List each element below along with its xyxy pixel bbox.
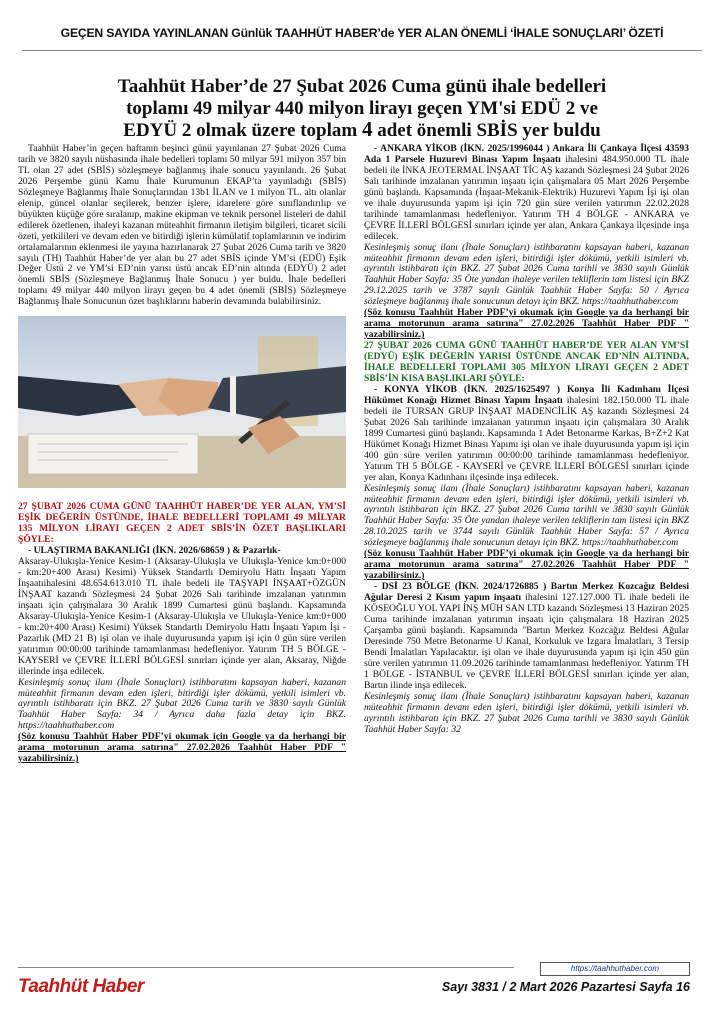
headline-line-2: toplamı 49 milyar 440 milyon lirayı geçen YM'si EDÜ 2 ve <box>126 97 598 119</box>
item1-head: - ULAŞTIRMA BAKANLIĞI (İKN. 2026/68659 ) & Pazarlık- <box>28 545 281 557</box>
item3-paragraph <box>364 385 689 484</box>
section2-heading: 27 ŞUBAT 2026 CUMA GÜNÜ TAAHHÜT HABER’DE YER ALAN YM’Sİ (EDYÜ) EŞİK DEĞERİN YARISI ÜSTÜNDE ANCAK ED’NİN ALTINDA, İHALE BEDELLERİ TOPLAMI 305 MİLYON LİRAYI GEÇEN 2 ADET SBİS’İN KISA BAŞLIKLARI ŞÖYLE: <box>364 340 689 385</box>
headline-count: 4 <box>361 117 373 141</box>
item4-paragraph <box>364 582 689 692</box>
issue-info: Sayı 3831 / 2 Mart 2026 Pazartesi Sayfa 16 <box>441 980 690 994</box>
item1-pdf-note: (Söz konusu Taahhüt Haber PDF’yi okumak için Google ya da herhangi bir arama motorunun arama satırına" 27.02.2026 Taahhüt Haber PDF " yazabilirsiniz.) <box>18 731 346 765</box>
item2-italic: Kesinleşmiş sonuç ilanı (İhale Sonuçları) istihbaratını kapsayan haberi, kazanan müteahhit firmanın devam eden işleri, bitirdiği işler dökümü, yetkili isimleri vb. ayrıntılı istihbaratı için BKZ. 27 Şubat 2026 Cuma tarihli ve 3830 sayılı Günlük Taahhüt Haber Sayfa: 35 Öte yandan ihaleye verilen tekliflerin tam listesi için BKZ 29.12.2025 tarih ve 3787 sayılı Günlük Taahhüt Haber Sayfa: 50 / Ayrıca sözleşmeye bağlanmış ihale sonucunun detayı için BKZ. https://taahhuthaber.com <box>364 241 689 308</box>
item4-italic: Kesinleşmiş sonuç ilanı (İhale Sonuçları) istihbaratını kapsayan haberi, kazanan müteahhit firmanın devam eden işleri, bitirdiği işler dökümü, yetkili isimleri vb. ayrıntılı istihbaratı için BKZ. 27 Şubat 2026 Cuma tarihli ve 3830 sayılı Günlük Taahhüt Haber Sayfa: 32 <box>364 690 689 735</box>
headline-line-3 <box>60 119 664 142</box>
item4-head: - DSİ 23 BÖLGE (İKN. 2024/1726885 ) Bartın Merkez Kozcağız Beldesi Ağular Deresi 2 Kısım yapım inşaatı <box>364 581 689 604</box>
headline-line-1: Taahhüt Haber’de 27 Şubat 2026 Cuma günü ihale bedelleri <box>117 76 607 97</box>
item1-italic: Kesinleşmiş sonuç ilanı (İhale Sonuçları) istihbaratını kapsayan haberi, kazanan müteahhit firmanın devam eden işleri, bitirdiği işler dökümü, yetkili isimleri vb. ayrıntılı istihbaratı için BKZ. 27 Şubat 2026 Cuma tarih ve 3830 sayılı Günlük Taahhüt Haber Sayfa: 34 / Ayrıca daha fazla detay için BKZ. https://taahhuthaber.com <box>18 676 346 732</box>
intro-paragraph: Taahhüt Haber’in geçen haftanın beşinci günü yayınlanan 27 Şubat 2026 Cuma tarih ve 3820 sayılı nüshasında ihale bedelleri toplamı 50 milyar 591 milyon 357 bin TL olan 27 adet (SBİS) sözleşmeye bağlanmış ihale sonucu yayınlandı. 26 Şubat 2026 Perşembe günü Kamu İhale Kurumunun EKAP’ta yayınladığı (SBİS) Sözleşmeye Bağlanmış İhale Sonuçlarından 13b1 İLAN ve 1 milyon TL. altı olanlar elenip, güncel olanlar seçilerek, benzer işlere, idarelere göre sınıflandırılıp ve büyükten küçüğe göre sıralanıp, makine ekipman ve teknik personel listeleri de dahil edilerek özetlenen, ihaleyi kazanan müteahhit firmanın iletişim bilgileri, ticaret sicili özeti, yetkilileri ve devam eden ve bitirdiği işlerin kümülatif toplamlarının ve indirim ortalamalarının eklenmesi ile yayına hazırlanarak 27 Şubat 2026 Cuma tarih ve 3820 sayılı (TH) Taahhüt Haber’de yer alan bu 27 adet SBİS içinde YM’si (EDÜ) Eşik Değer Üstü 2 ve YM’si ED’nin yarısı üstü ancak ED’nin altında (EDYÜ) 2 adet önemli SBİS (Sözleşmeye Bağlanmış İhale Sonucu ) yer buldu. İhale bedelleri toplamı 49 milyar 440 milyon lirayı geçen bu 4 adet önemli (SBİS) Sözleşmeye Bağlanmış İhale Sonucunun özet başlıklarını haberin devamında bulabilirsiniz. <box>18 143 346 308</box>
footer-url-link[interactable]: https://taahhuthaber.com <box>540 962 690 976</box>
footer-divider <box>18 967 514 968</box>
item2-body: ihalesini 484.950.000 TL ihale bedeli ile İNKA JEOTERMAL İNŞAAT TİC AŞ kazandı Sözleşmesi 24 Şubat 2026 Salı tarihinde imzalanan yatırımın inşaatı için çalışmalara 05 Mart 2026 Perşembe günü başlandı. Kapsamında (İnşaat-Mekanik-Elektrik) Huzurevi Yapım İşi işi olan ve ihale duyurusunda yapım işi için 720 gün süre verilen yatırımın 22.02.2028 tarihinde tamamlanması hedefleniyor. Yatırım TH 4 BÖLGE - ANKARA ve ÇEVRE İLLERİ BÖLGESİ sınırları içinde yer alan, Ankara Çankaya ilçesinde inşa edilecek. <box>364 153 689 242</box>
section1-heading: 27 ŞUBAT 2026 CUMA GÜNÜ TAAHHÜT HABER’DE YER ALAN, YM’Sİ EŞİK DEĞERİN ÜSTÜNDE, İHALE BEDELLERİ TOPLAMI 49 MİLYAR 135 MİLYON LİRAYI GEÇEN 2 ADET SBİS’İN ÖZET BAŞLIKLARI ŞÖYLE: <box>18 501 346 546</box>
item3-body: ihalesini 182.150.000 TL ihale bedeli ile TURSAN GRUP İNŞAAT MADENCİLİK AŞ kazandı Sözleşmesi 24 Şubat 2026 Salı tarihinde imzalanan yatırımın inşaatı için çalışmalara 30 Aralık 1899 Cumartesi günü başlandı. Kapsamında 1 Adet Betonarme Karkas, B+Z+2 Kat Hükümet Konağı Hizmet Binası Yapımı işi olan ve ihale duyurusunda yapım işi için 400 gün süre verilen yatırımın 00:00:00 tarihinde tamamlanması hedefleniyor. Yatırım TH 5 BÖLGE - KAYSERİ ve ÇEVRE İLLERİ BÖLGESİ sınırları içinde yer alan, Konya Kadınhanı ilçesinde inşa edilecek. <box>364 394 689 483</box>
headline-line-3a: EDYÜ 2 olmak üzere toplam <box>123 120 362 141</box>
right-column <box>364 144 689 735</box>
headline <box>60 76 664 142</box>
handshake-illustration <box>18 316 346 488</box>
item2-paragraph <box>364 144 689 243</box>
brand-logo: Taahhüt Haber <box>18 976 144 997</box>
item3-pdf-note: (Söz konusu Taahhüt Haber PDF’yi okumak için Google ya da herhangi bir arama motorunun arama satırına" 27.02.2026 Taahhüt Haber PDF " yazabilirsiniz.) <box>364 548 689 582</box>
page-header-title: GEÇEN SAYIDA YAYINLANAN Günlük TAAHHÜT HABER’de YER ALAN ÖNEMLİ ‘İHALE SONUÇLARI’ ÖZETİ <box>60 26 664 40</box>
item3-head: - KONYA YİKOB (İKN. 2025/1625497 ) Konya İli Kadınhanı İlçesi Hükümet Konağı Hizmet Binası Yapım İnşaatı <box>364 383 689 406</box>
header-divider <box>22 50 702 51</box>
left-column <box>18 144 346 765</box>
item1-body: Aksaray-Ulukışla-Yenice Kesim-1 (Aksaray-Ulukışla ve Ulukışla-Yenice km:0+000 - km:20+400 Arası) Kesimi) Yüksek Standartlı Demiryolu Hattı İnşaatı Yapım İnşaatıihalesini 48.654.613.010 TL ihale bedeli ile TAŞYAPI İNŞAAT+ÖZGÜN İNŞAAT kazandı Sözleşmesi 24 Şubat 2026 Salı tarihinde imzalanan yatırımın inşaatı için çalışmalara 30 Aralık 1899 Cumartesi günü başlandı. Kapsamında Aksaray-Ulukışla-Yenice Kesim-1 (Aksaray-Ulukışla ve Ulukışla-Yenice km:0+000 - km:20+400 Arası) Kesimi) Yüksek Standartlı Demiryolu Hattı İnşaatı Yapım İşi - Pazarlık (MD 21 B) işi olan ve ihale duyurusunda yapım işi için 0 gün süre verilen yatırımın 00:00:00 tarihinde tamamlanması hedefleniyor. Yatırım TH 5 BÖLGE - KAYSERİ ve ÇEVRE İLLERİ BÖLGESİ sınırları içinde yer alan, Aksaray, Niğde illerinde inşa edilecek. <box>18 556 346 677</box>
headline-line-3b: adet önemli SBİS yer buldu <box>372 120 601 141</box>
handshake-photo <box>18 316 346 488</box>
item2-pdf-note: (Söz konusu Taahhüt Haber PDF’yi okumak için Google ya da herhangi bir arama motorunun arama satırına" 27.02.2026 Taahhüt Haber PDF " yazabilirsiniz.) <box>364 307 689 341</box>
item4-body: ihalesini 127.127.000 TL ihale bedeli ile KÖSEOĞLU YOL YAPI İNŞ MÜH SAN LTD kazandı Sözleşmesi 13 Haziran 2025 Cuma tarihinde imzalanan yatırımın inşaatı için çalışmalara 18 Haziran 2025 Çarşamba günü başlandı. Kapsamında "Bartın Merkez Kozcağız Beldesi Ağular Deresinde 750 Metre Betonarme U Kanal, Korkuluk ve Izgara İmalatları, 3 Tersip Bendi İmalatları Yapılacaktır. işi olan ve ihale duyurusunda yapım işi için 450 gün süre verilen yatırımın 11.09.2026 tarihinde tamamlanması hedefleniyor. Yatırım TH 1 BÖLGE - İSTANBUL ve ÇEVRE İLLERİ BÖLGESİ sınırları içinde yer alan, Bartın ilinde inşa edilecek. <box>364 592 689 691</box>
item2-head: - ANKARA YİKOB (İKN. 2025/1996044 ) Ankara İli Çankaya İlçesi 43593 Ada 1 Parsele Huzurevi Binası Yapım İnşaatı <box>364 143 689 165</box>
item3-italic: Kesinleşmiş sonuç ilanı (İhale Sonuçları) istihbaratını kapsayan haberi, kazanan müteahhit firmanın devam eden işleri, bitirdiği işler dökümü, yetkili isimleri vb. ayrıntılı istihbaratı için BKZ. 27 Şubat 2026 Cuma tarihli ve 3830 sayılı Günlük Taahhüt Haber Sayfa: 35 Öte yandan ihaleye verilen tekliflerin tam listesi için BKZ 28.10.2025 tarih ve 3744 sayılı Günlük Taahhüt Haber Sayfa: 57 / Ayrıca sözleşmeye bağlanmış ihale sonucunun detayı için BKZ. https://taahhuthaber.com <box>364 482 689 549</box>
